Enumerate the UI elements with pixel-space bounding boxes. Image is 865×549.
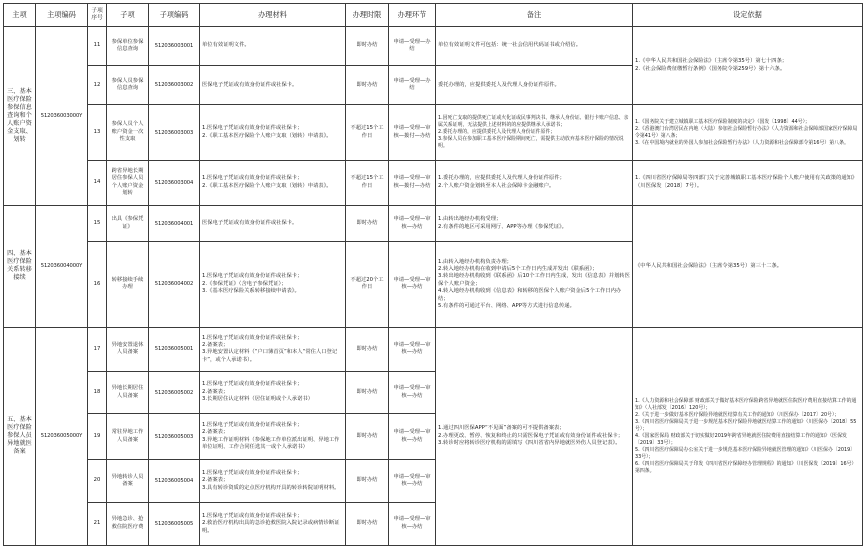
table-row xyxy=(4,160,863,205)
sub-no: 16 xyxy=(88,242,107,327)
sub-item-code: 512036003001 xyxy=(149,27,200,66)
process: 申请—受理—审核—办结 xyxy=(389,327,436,371)
sub-item-code: 512036005003 xyxy=(149,414,200,460)
header-sub-item: 子项 xyxy=(107,4,149,27)
table-row xyxy=(4,327,863,371)
process: 申请—受理—办结 xyxy=(389,66,436,105)
header-sub-code: 子项编码 xyxy=(149,4,200,27)
service-items-table xyxy=(3,3,863,546)
sub-no: 12 xyxy=(88,66,107,105)
notes: 1.因死亡支取的提供死亡证或火化证或民事判决书、继承人身份证、银行卡账户信息、亲属关系证明，无法提供上述材料的的应提供继承人承诺书； 2.委托办理的，应提供委托人及代理人身份证件原件； 3.参保人员在参加职工基本医疗保险期间死亡，需提供主动放弃基本医疗保险的情况说明。 xyxy=(436,105,633,160)
notes: 1.由转入地经办机构负责办理； 2.转入地经办机构在收到申请后5个工作日内生成并发出《联系函》； 3.转出地经办机构收到《联系函》后10个工作日内生成，发出《信息表》并划转医保个人账户资金； 4.转入地经办机构收到《信息表》和转移的医保个人账户资金后5个工作日内办结； 5.有条件的可通过平台、网络、APP等方式进行信息传递。 xyxy=(436,242,633,327)
materials: 1.医保电子凭证或有效身份证件或社保卡； 2.备案表； 3.具有转诊资质的定点医疗机构开具的转诊转院证明材料。 xyxy=(200,460,346,502)
table-row xyxy=(4,27,863,66)
time-limit: 即时办结 xyxy=(346,502,389,545)
header-item: 主项 xyxy=(4,4,36,27)
basis: 1.《人力资源和社会保障部 财政部关于做好基本医疗保险跨省异地就医住院医疗费用直接结算工作的通知》（人社部发〔2016〕120号）； 2.《关于进一步做好基本医疗保险异地就医结算有关工作的通知》（川医保办〔2017〕20号）； 3.《四川省医疗保障局关于进一步规范基本医疗保险异地就医结算工作的通知》（川医保办〔2018〕55号）； 4.《国家医保局 财政部关于切实做好2019年跨省异地就医住院费用直接结算工作的通知》（医保发〔2019〕33号）； 5.《四川省医疗保障局办公室关于进一步规范基本医疗保险异地就医管理的通知》（川医保办〔2019〕33号）； 6.《四川省医疗保障局关于印发《四川省医疗保障经办管理规程》的通知》（川医保发〔2019〕16号）第四条。 xyxy=(633,327,863,545)
sub-item-name: 异地安置退休人员备案 xyxy=(107,327,149,371)
process: 申请—受理—办结 xyxy=(389,27,436,66)
sub-item-code: 512036003003 xyxy=(149,105,200,160)
process: 申请—受理—审核—办结 xyxy=(389,502,436,545)
sub-item-code: 512036005004 xyxy=(149,460,200,502)
header-materials: 办理材料 xyxy=(200,4,346,27)
notes: 委托办理的，应提供委托人及代理人身份证件原件。 xyxy=(436,66,633,105)
time-limit: 即时办结 xyxy=(346,414,389,460)
materials: 1.医保电子凭证或有效身份证件或社保卡； 2.备案表； 3.长期居住认定材料（居住证明或个人承诺书） xyxy=(200,371,346,413)
sub-no: 19 xyxy=(88,414,107,460)
notes: 1.通过四川医保APP“不见面”备案的可不提供备案表； 2.办理更改、暂停、恢复和终止的只需医保电子凭证或有效身份证件或社保卡； 3.转诊时应将转诊医疗机构的需填写《四川省省内异地就医外伤人员登记表》。 xyxy=(436,327,633,545)
basis: 1.《国务院关于建立城镇职工基本医疗保险制度的决定》（国发〔1998〕44号）； 2.《香港澳门台湾居民在内地（大陆）参加社会保险暂行办法》（人力资源和社会保障部国家医疗保障局令第41号）第八条； 3.《在中国境内就业的外国人参加社会保险暂行办法》（人力资源和社会保障部令第16号）第八条。 xyxy=(633,105,863,160)
time-limit: 即时办结 xyxy=(346,206,389,242)
time-limit: 即时办结 xyxy=(346,371,389,413)
sub-item-name: 常驻异地工作人员备案 xyxy=(107,414,149,460)
notes: 1.委托办理的，应提供委托人及代理人身份证件原件； 2.个人账户资金划转至本人社会保障卡金融账户。 xyxy=(436,160,633,205)
time-limit: 即时办结 xyxy=(346,460,389,502)
sub-item-name: 参保人员个人账户资金一次性支取 xyxy=(107,105,149,160)
sub-no: 17 xyxy=(88,327,107,371)
group-name: 四、基本医疗保险关系转移接续 xyxy=(4,206,36,328)
sub-item-name: 参保人员参保信息查询 xyxy=(107,66,149,105)
process: 申请—受理—审核—办结 xyxy=(389,414,436,460)
header-notes: 备注 xyxy=(436,4,633,27)
group-name: 五、基本医疗保险参保人员异地就医备案 xyxy=(4,327,36,545)
sub-no: 13 xyxy=(88,105,107,160)
materials: 1.医保电子凭证或有效身份证件或社保卡； 2.备案表； 3.异地安置认定材料（“户口簿首页”和本人“常住人口登记卡”，或个人承诺书）。 xyxy=(200,327,346,371)
sub-item-code: 512036004002 xyxy=(149,242,200,327)
materials: 1.医保电子凭证或有效身份证件或社保卡； 2.《参保凭证》（含电子参保凭证）； 3.《基本医疗保险关系转移接续申请表》。 xyxy=(200,242,346,327)
basis: 《中华人民共和国社会保险法》（主席令第35号）第三十二条。 xyxy=(633,206,863,328)
sub-item-name: 参保单位参保信息查询 xyxy=(107,27,149,66)
sub-item-code: 512036005002 xyxy=(149,371,200,413)
sub-no: 14 xyxy=(88,160,107,205)
header-row xyxy=(4,4,863,27)
sub-item-code: 512036005001 xyxy=(149,327,200,371)
time-limit: 不超过15个工作日 xyxy=(346,105,389,160)
process: 申请—受理—审核—办结 xyxy=(389,206,436,242)
materials: 单位有效证明文件。 xyxy=(200,27,346,66)
materials: 1.医保电子凭证或有效身份证件或社保卡； 2.《职工基本医疗保险个人账户支取（划转）申请表》。 xyxy=(200,160,346,205)
time-limit: 即时办结 xyxy=(346,66,389,105)
time-limit: 即时办结 xyxy=(346,27,389,66)
sub-item-name: 跨省异地长期居住参保人员个人账户资金划转 xyxy=(107,160,149,205)
materials: 1.医保电子凭证或有效身份证件或社保卡； 2.《职工基本医疗保险个人账户支取（划转）申请表》。 xyxy=(200,105,346,160)
sub-item-code: 512036003002 xyxy=(149,66,200,105)
sub-item-name: 出具《参保凭证》 xyxy=(107,206,149,242)
sub-item-name: 异地长期居住人员备案 xyxy=(107,371,149,413)
materials: 1.医保电子凭证或有效身份证件或社保卡； 2.救治医疗机构出具的急诊抢救医院入院记录或病情诊断证明。 xyxy=(200,502,346,545)
sub-item-name: 异地急诊、抢救住院医疗费 xyxy=(107,502,149,545)
basis: 1.《中华人民共和国社会保险法》（主席令第35号）第七十四条； 2.《社会保险费征缴暂行条例》（国务院令第259号）第十六条。 xyxy=(633,27,863,105)
header-basis: 设定依据 xyxy=(633,4,863,27)
sub-item-name: 转移接续手续办理 xyxy=(107,242,149,327)
sub-item-name: 异地转诊人员备案 xyxy=(107,460,149,502)
group-code: 512036004000Y xyxy=(36,206,88,328)
sub-no: 21 xyxy=(88,502,107,545)
header-item-code: 主项编码 xyxy=(36,4,88,27)
sub-no: 20 xyxy=(88,460,107,502)
materials: 医保电子凭证或有效身份证件或社保卡。 xyxy=(200,206,346,242)
materials: 1.医保电子凭证或有效身份证件或社保卡； 2.备案表； 3.异地工作证明材料（参保地工作单位派出证明、异地工作单位证明、工作合同任选其一或个人承诺书） xyxy=(200,414,346,460)
time-limit: 不超过20个工作日 xyxy=(346,242,389,327)
table-row xyxy=(4,105,863,160)
sub-item-code: 512036004001 xyxy=(149,206,200,242)
notes: 1.由转出地经办机构受理； 2.有条件的地区可采用网厅、APP等办理《参保凭证》。 xyxy=(436,206,633,242)
basis: 1.《四川省医疗保障局等四部门关于完善城镇职工基本医疗保险个人账户使用有关政策的通知》（川医保发〔2018〕7号）。 xyxy=(633,160,863,205)
time-limit: 即时办结 xyxy=(346,327,389,371)
header-process: 办理环节 xyxy=(389,4,436,27)
group-code: 512036003000Y xyxy=(36,27,88,206)
group-code: 512036005000Y xyxy=(36,327,88,545)
sub-no: 18 xyxy=(88,371,107,413)
sub-item-code: 512036005005 xyxy=(149,502,200,545)
process: 申请—受理—审核—办结 xyxy=(389,371,436,413)
notes: 单位有效证明文件可包括：统一社会信用代码证书或介绍信。 xyxy=(436,27,633,66)
sub-no: 11 xyxy=(88,27,107,66)
process: 申请—受理—审核—办结 xyxy=(389,242,436,327)
group-name: 三、基本医疗保险参保信息查询和个人账户资金支取、划转 xyxy=(4,27,36,206)
table-row xyxy=(4,206,863,242)
process: 申请—受理—审核—拨付—办结 xyxy=(389,160,436,205)
header-time-limit: 办理时限 xyxy=(346,4,389,27)
header-sub-no: 子项 序号 xyxy=(88,4,107,27)
sub-item-code: 512036003004 xyxy=(149,160,200,205)
time-limit: 不超过15个工作日 xyxy=(346,160,389,205)
process: 申请—受理—审核—拨付—办结 xyxy=(389,105,436,160)
sub-no: 15 xyxy=(88,206,107,242)
materials: 医保电子凭证或有效身份证件或社保卡。 xyxy=(200,66,346,105)
process: 申请—受理—审核—办结 xyxy=(389,460,436,502)
